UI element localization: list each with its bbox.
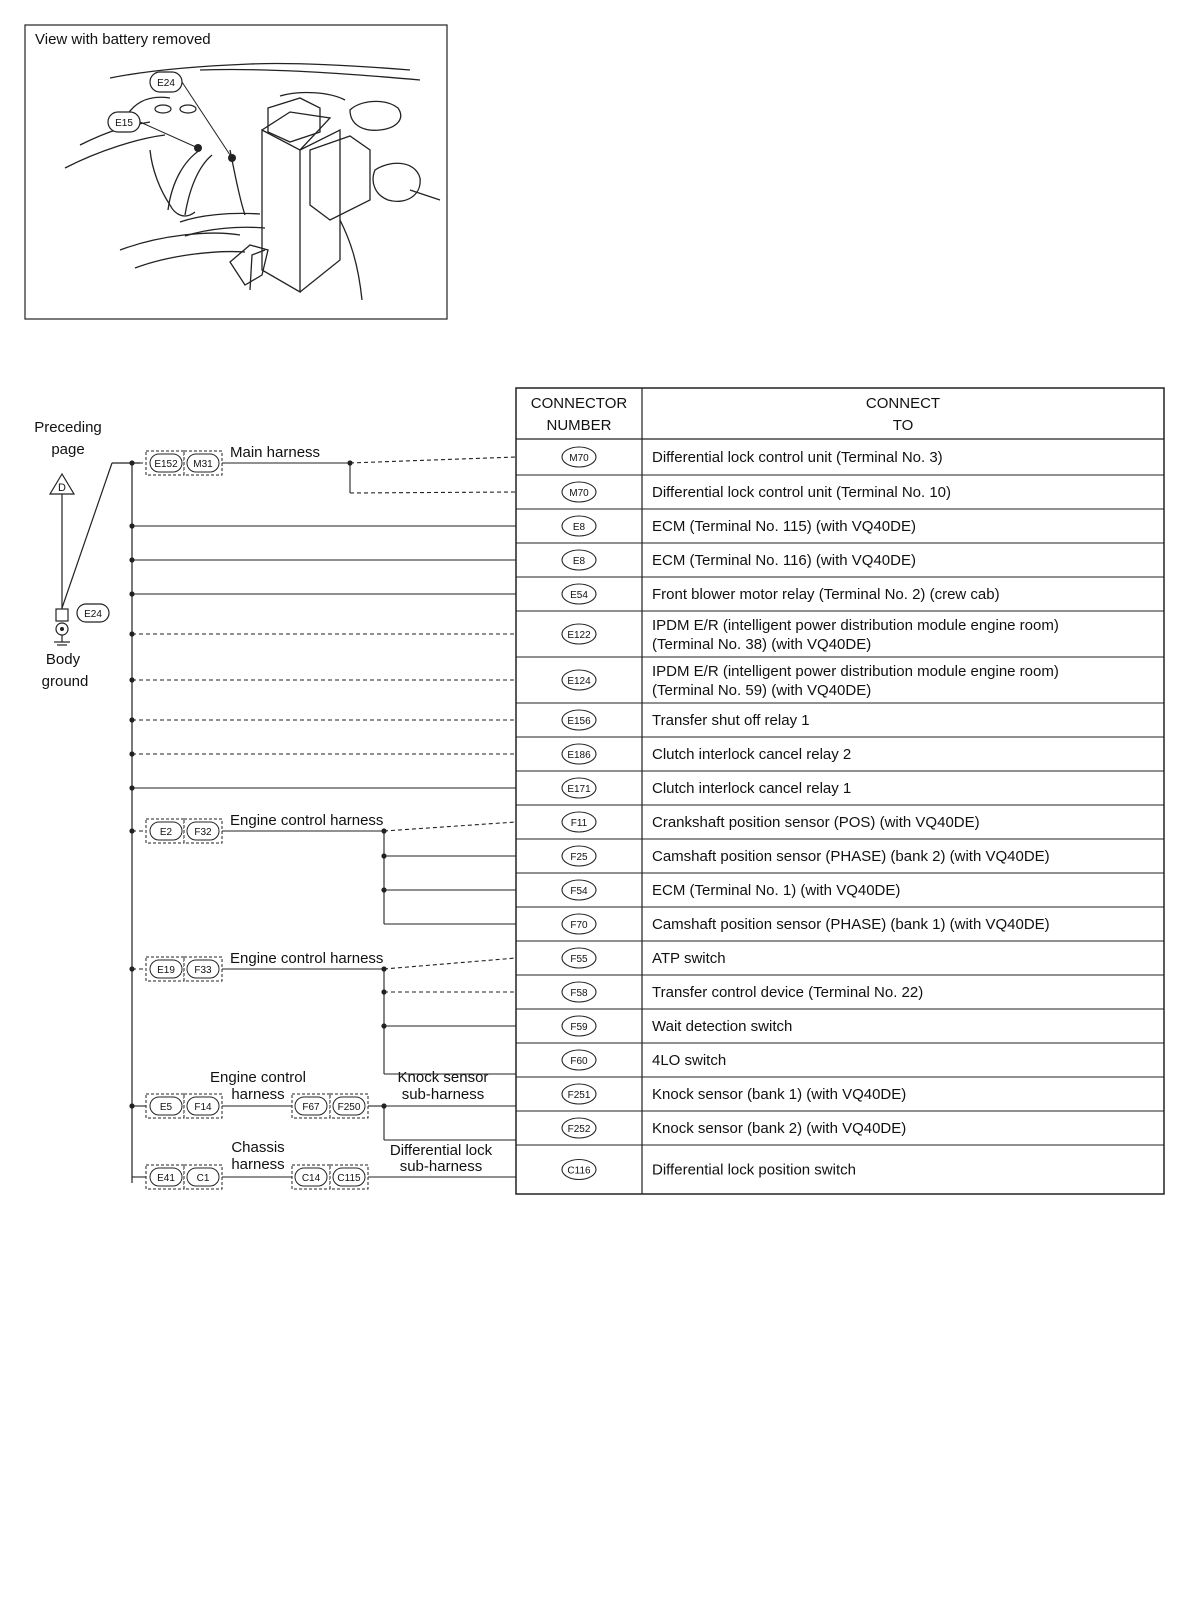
- table-row: [516, 1118, 1164, 1145]
- svg-text:F250: F250: [337, 1102, 361, 1113]
- splice-dot: [129, 557, 134, 562]
- ground-source: [34, 419, 140, 690]
- body-ground-label: Body: [45, 651, 81, 668]
- harness-group-main: [146, 444, 320, 475]
- connector-number: E122: [567, 630, 591, 641]
- header-connect-to: CONNECT: [865, 395, 941, 412]
- connect-to: Differential lock control unit (Terminal No. 10): [652, 484, 952, 501]
- splice-dot: [129, 523, 134, 528]
- connector-number: M70: [569, 453, 589, 464]
- table-row: [516, 778, 1164, 805]
- svg-text:F67: F67: [302, 1102, 320, 1113]
- connect-to: ECM (Terminal No. 115) (with VQ40DE): [652, 518, 916, 535]
- connect-to: Transfer shut off relay 1: [652, 712, 810, 729]
- table-row: [516, 617, 1164, 657]
- splice-dot: [129, 966, 134, 971]
- splice-dot: [129, 717, 134, 722]
- connector-number: E8: [572, 556, 586, 567]
- svg-text:E24: E24: [157, 78, 175, 89]
- svg-text:E19: E19: [157, 965, 175, 976]
- svg-text:ground: ground: [41, 673, 89, 690]
- table-row: [516, 663, 1164, 703]
- connect-to: Crankshaft position sensor (POS) (with VQ40DE): [652, 814, 980, 831]
- table-rows: [516, 447, 1164, 1180]
- table-row: [516, 1050, 1164, 1077]
- table-row: [516, 1084, 1164, 1111]
- svg-text:harness: harness: [231, 1086, 285, 1103]
- wire: [350, 457, 516, 463]
- svg-text:harness: harness: [231, 1156, 285, 1173]
- table-row: [516, 948, 1164, 975]
- splice-dot: [381, 853, 386, 858]
- connect-to: ATP switch: [652, 950, 726, 967]
- harness-label: Engine control harness: [230, 950, 384, 967]
- harness-group-differential-lock: [146, 1139, 493, 1189]
- table-row: [516, 447, 1164, 475]
- preceding-page-label: Preceding: [34, 419, 102, 436]
- splice-dot: [129, 828, 134, 833]
- svg-text:E15: E15: [115, 118, 133, 129]
- sub-harness-label: Differential lock: [389, 1142, 493, 1159]
- connector-number: M70: [569, 488, 589, 499]
- header-connector-number: CONNECTOR: [530, 395, 628, 412]
- splice-dot: [381, 887, 386, 892]
- connector-number: C116: [567, 1165, 591, 1177]
- connect-to: Clutch interlock cancel relay 2: [652, 746, 852, 763]
- splice-dot: [129, 1103, 134, 1108]
- connector-number: F251: [567, 1090, 591, 1101]
- connector-number: F58: [570, 988, 588, 999]
- svg-text:NUMBER: NUMBER: [546, 417, 612, 434]
- svg-text:F33: F33: [194, 965, 212, 976]
- photo-caption: View with battery removed: [35, 31, 211, 48]
- svg-text:F14: F14: [194, 1102, 212, 1113]
- connect-to: Wait detection switch: [652, 1018, 793, 1035]
- svg-text:M31: M31: [193, 459, 213, 470]
- connector-number: F25: [570, 852, 588, 863]
- connect-to: Clutch interlock cancel relay 1: [652, 780, 852, 797]
- svg-text:C115: C115: [337, 1173, 361, 1184]
- connect-to: Transfer control device (Terminal No. 22): [652, 984, 924, 1001]
- connector-number: F11: [570, 818, 588, 829]
- connector-number: E171: [567, 784, 591, 795]
- table-row: [516, 846, 1164, 873]
- connector-number: E156: [567, 716, 591, 727]
- svg-text:E5: E5: [159, 1102, 173, 1113]
- wire: [350, 492, 516, 493]
- connector-number: E8: [572, 522, 586, 533]
- connector-number: F252: [567, 1124, 591, 1135]
- table-row: [516, 482, 1164, 509]
- harness-group-engine-control-1: [146, 812, 383, 843]
- connector-number: F55: [570, 954, 588, 965]
- splice-dot: [129, 591, 134, 596]
- wire: [384, 958, 516, 969]
- connect-to: Front blower motor relay (Terminal No. 2) (crew cab): [652, 586, 1000, 603]
- harness-label: Main harness: [230, 444, 321, 461]
- sub-harness-label: Knock sensor: [397, 1069, 489, 1086]
- connect-to: 4LO switch: [652, 1052, 727, 1069]
- connector-number: F70: [570, 920, 588, 931]
- connect-to: Differential lock position switch: [652, 1161, 856, 1179]
- splice-dot: [129, 785, 134, 790]
- table-row: [516, 812, 1164, 839]
- preceding-page-connector: D: [58, 482, 66, 494]
- table-row: [516, 584, 1164, 611]
- table-row: [516, 982, 1164, 1009]
- connector-number: E124: [567, 676, 591, 687]
- connector-table: [516, 388, 1164, 1194]
- svg-text:sub-harness: sub-harness: [399, 1158, 483, 1175]
- connect-to: ECM (Terminal No. 116) (with VQ40DE): [652, 552, 916, 569]
- connect-to-line2: (Terminal No. 38) (with VQ40DE): [652, 636, 872, 653]
- svg-text:E2: E2: [159, 827, 173, 838]
- connector-number: F54: [570, 886, 588, 897]
- harness-group-knock-sensor: [146, 1069, 488, 1118]
- table-row: [562, 1160, 856, 1180]
- harness-label: Engine control harness: [230, 812, 384, 829]
- harness-label: Engine control: [210, 1069, 306, 1086]
- svg-text:E152: E152: [154, 459, 178, 470]
- splice-dot: [129, 677, 134, 682]
- svg-text:C1: C1: [196, 1173, 210, 1184]
- splice-dot: [381, 1023, 386, 1028]
- connect-to: IPDM E/R (intelligent power distribution module engine room): [652, 617, 1059, 634]
- splice-dot: [381, 989, 386, 994]
- connect-to: Knock sensor (bank 2) (with VQ40DE): [652, 1120, 907, 1137]
- wire: [384, 822, 516, 831]
- svg-text:page: page: [51, 441, 85, 458]
- table-row: [516, 744, 1164, 771]
- connect-to: Camshaft position sensor (PHASE) (bank 2) (with VQ40DE): [652, 848, 1050, 865]
- ground-terminal-icon: [56, 609, 68, 621]
- connect-to: ECM (Terminal No. 1) (with VQ40DE): [652, 882, 901, 899]
- connector-number: F59: [570, 1022, 588, 1033]
- svg-text:C14: C14: [301, 1173, 321, 1184]
- svg-text:sub-harness: sub-harness: [401, 1086, 485, 1103]
- table-row: [516, 914, 1164, 941]
- connect-to: Knock sensor (bank 1) (with VQ40DE): [652, 1086, 907, 1103]
- harness-label: Chassis: [231, 1139, 285, 1156]
- splice-dot: [129, 751, 134, 756]
- connect-to: Camshaft position sensor (PHASE) (bank 1) (with VQ40DE): [652, 916, 1050, 933]
- connector-number: F60: [570, 1056, 588, 1067]
- connector-number: E54: [570, 590, 588, 601]
- harness-groups: [146, 444, 493, 1189]
- svg-text:E24: E24: [84, 609, 102, 620]
- harness-group-engine-control-2: [146, 950, 383, 981]
- connect-to-line2: (Terminal No. 59) (with VQ40DE): [652, 682, 872, 699]
- connector-number: E186: [567, 750, 591, 761]
- svg-text:E41: E41: [157, 1173, 175, 1184]
- engine-bay-illustration: [25, 25, 447, 319]
- table-row: [516, 550, 1164, 577]
- table-row: [516, 880, 1164, 907]
- splice-dot: [129, 631, 134, 636]
- svg-text:TO: TO: [892, 417, 914, 434]
- table-row: [516, 710, 1164, 737]
- table-row: [516, 516, 1164, 543]
- splice-dot: [129, 460, 134, 465]
- connect-to: IPDM E/R (intelligent power distribution module engine room): [652, 663, 1059, 680]
- svg-text:F32: F32: [194, 827, 212, 838]
- table-row: [516, 1016, 1164, 1043]
- connect-to: Differential lock control unit (Terminal No. 3): [652, 449, 943, 466]
